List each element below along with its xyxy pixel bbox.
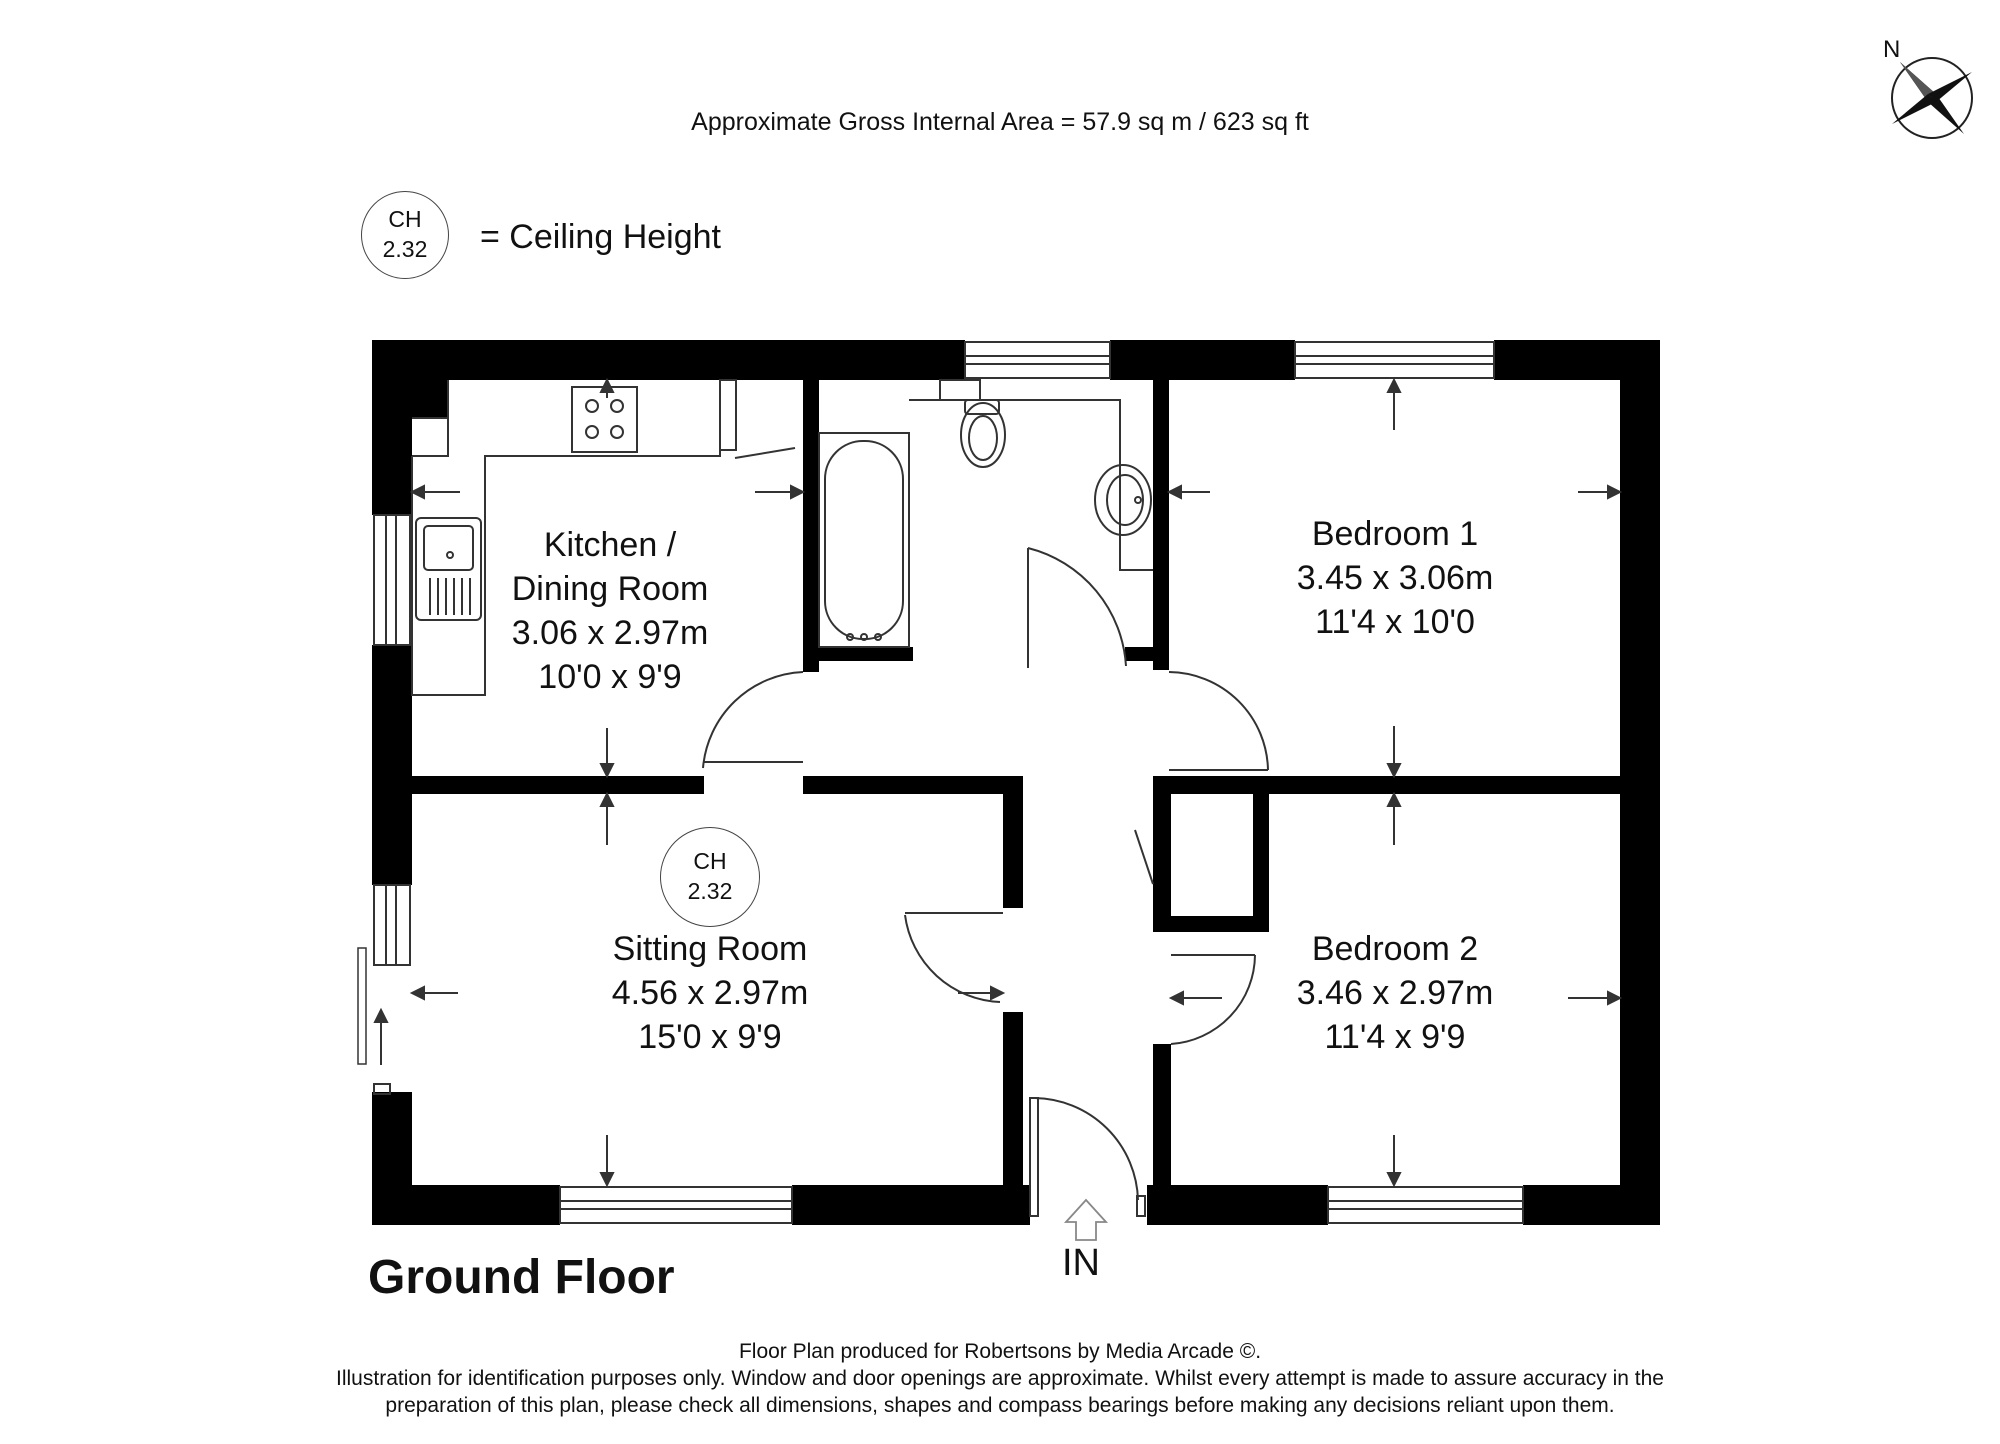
footer-line2: Illustration for identification purposes only. Window and door openings are approximate. Whilst every attempt is made to assure accuracy in the <box>336 1367 1664 1390</box>
room-label-kitchen <box>470 523 750 699</box>
sitting-room-ceiling-height-circle <box>660 827 760 927</box>
bedroom1-metric: 3.45 x 3.06m <box>1296 559 1494 597</box>
sitting-room-name: Sitting Room <box>612 930 808 968</box>
bedroom1-imperial: 11'4 x 10'0 <box>1315 603 1475 641</box>
kitchen-name-line2: Dining Room <box>511 570 709 608</box>
footer-line1: Floor Plan produced for Robertsons by Media Arcade ©. <box>738 1340 1262 1363</box>
sitting-room-imperial: 15'0 x 9'9 <box>638 1018 782 1056</box>
bathroom-fixtures <box>819 380 1153 647</box>
floor-title: Ground Floor <box>368 1251 675 1304</box>
room-label-sitting-room <box>560 927 860 1059</box>
footer-line3: preparation of this plan, please check all dimensions, shapes and compass bearings before making any decisions reliant upon them. <box>385 1394 1615 1417</box>
legend-ch-label: CH <box>388 206 422 232</box>
bedroom2-metric: 3.46 x 2.97m <box>1296 974 1494 1012</box>
room-label-bedroom2 <box>1245 927 1545 1059</box>
bedroom2-imperial: 11'4 x 9'9 <box>1324 1018 1466 1056</box>
compass-north-label: N <box>1883 36 1901 63</box>
legend-ch-value: 2.32 <box>382 236 428 262</box>
sitting-ch-label: CH <box>693 848 727 874</box>
legend-meaning: = Ceiling Height <box>480 218 721 256</box>
entrance-label: IN <box>1062 1242 1100 1284</box>
sitting-ch-value: 2.32 <box>687 878 733 904</box>
kitchen-name-line1: Kitchen / <box>543 526 677 564</box>
entrance-arrow-icon <box>1066 1200 1106 1240</box>
room-label-bedroom1 <box>1245 512 1545 644</box>
kitchen-imperial: 10'0 x 9'9 <box>538 658 682 696</box>
walls <box>372 340 1660 1225</box>
footer-disclaimer <box>0 1338 2000 1419</box>
bedroom2-name: Bedroom 2 <box>1311 930 1479 968</box>
sitting-room-metric: 4.56 x 2.97m <box>611 974 809 1012</box>
bedroom1-name: Bedroom 1 <box>1311 515 1479 553</box>
kitchen-metric: 3.06 x 2.97m <box>511 614 709 652</box>
gross-area-text: Approximate Gross Internal Area = 57.9 sq m / 623 sq ft <box>691 108 1309 136</box>
